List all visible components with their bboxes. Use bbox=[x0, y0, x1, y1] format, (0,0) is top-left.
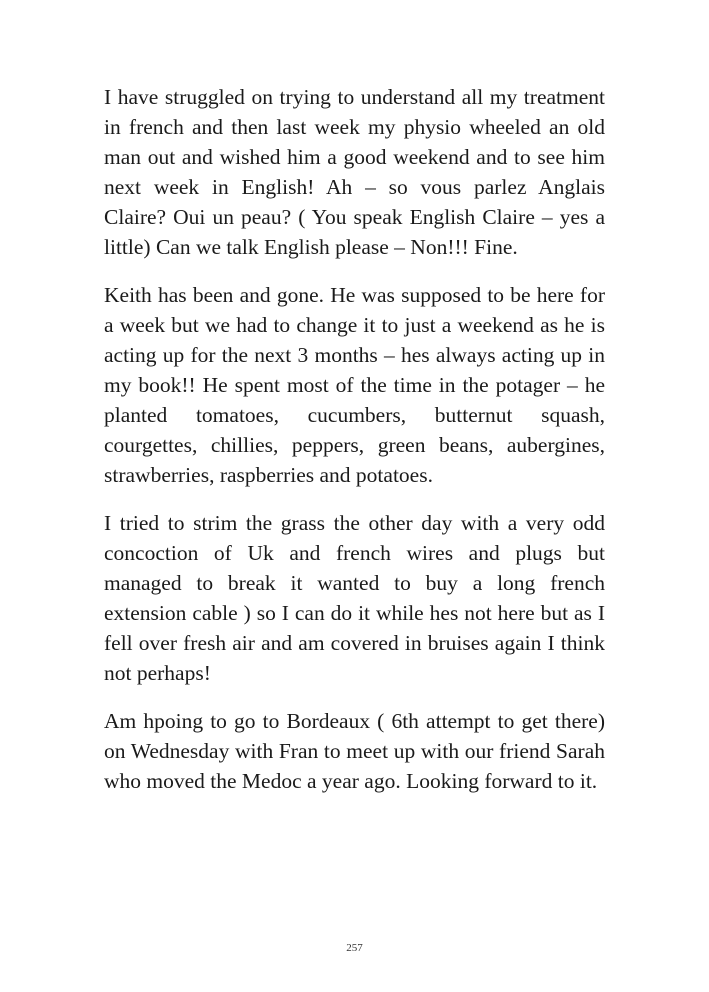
paragraph-physio: I have struggled on trying to understand all my treatment in french and then last week my physio wheeled an old man out and wished him a good weekend and to see him next week in English! Ah – so vous parlez Anglais Claire? Oui un peau? ( You speak English Claire – yes a little) Can we talk English please – Non!!! Fine. bbox=[104, 85, 605, 259]
body-text bbox=[104, 82, 605, 814]
paragraph-keith-visit: Keith has been and gone. He was supposed to be here for a week but we had to change it to just a weekend as he is acting up for the next 3 months – hes always acting up in my book!! He spent most of the time in the potager – he planted tomatoes, cucumbers, butternut squash, courgettes, chillies, peppers, green beans, aubergines, strawberries, raspberries and potatoes. bbox=[104, 283, 605, 487]
page-number: 257 bbox=[346, 942, 363, 954]
paragraph-strimmer: I tried to strim the grass the other day with a very odd concoction of Uk and french wires and plugs but managed to break it wanted to buy a long french extension cable ) so I can do it while hes not here but as I fell over fresh air and am covered in bruises again I think not perhaps! bbox=[104, 511, 605, 685]
paragraph-bordeaux: Am hpoing to go to Bordeaux ( 6th attempt to get there) on Wednesday with Fran to meet up with our friend Sarah who moved the Medoc a year ago. Looking forward to it. bbox=[104, 709, 605, 793]
